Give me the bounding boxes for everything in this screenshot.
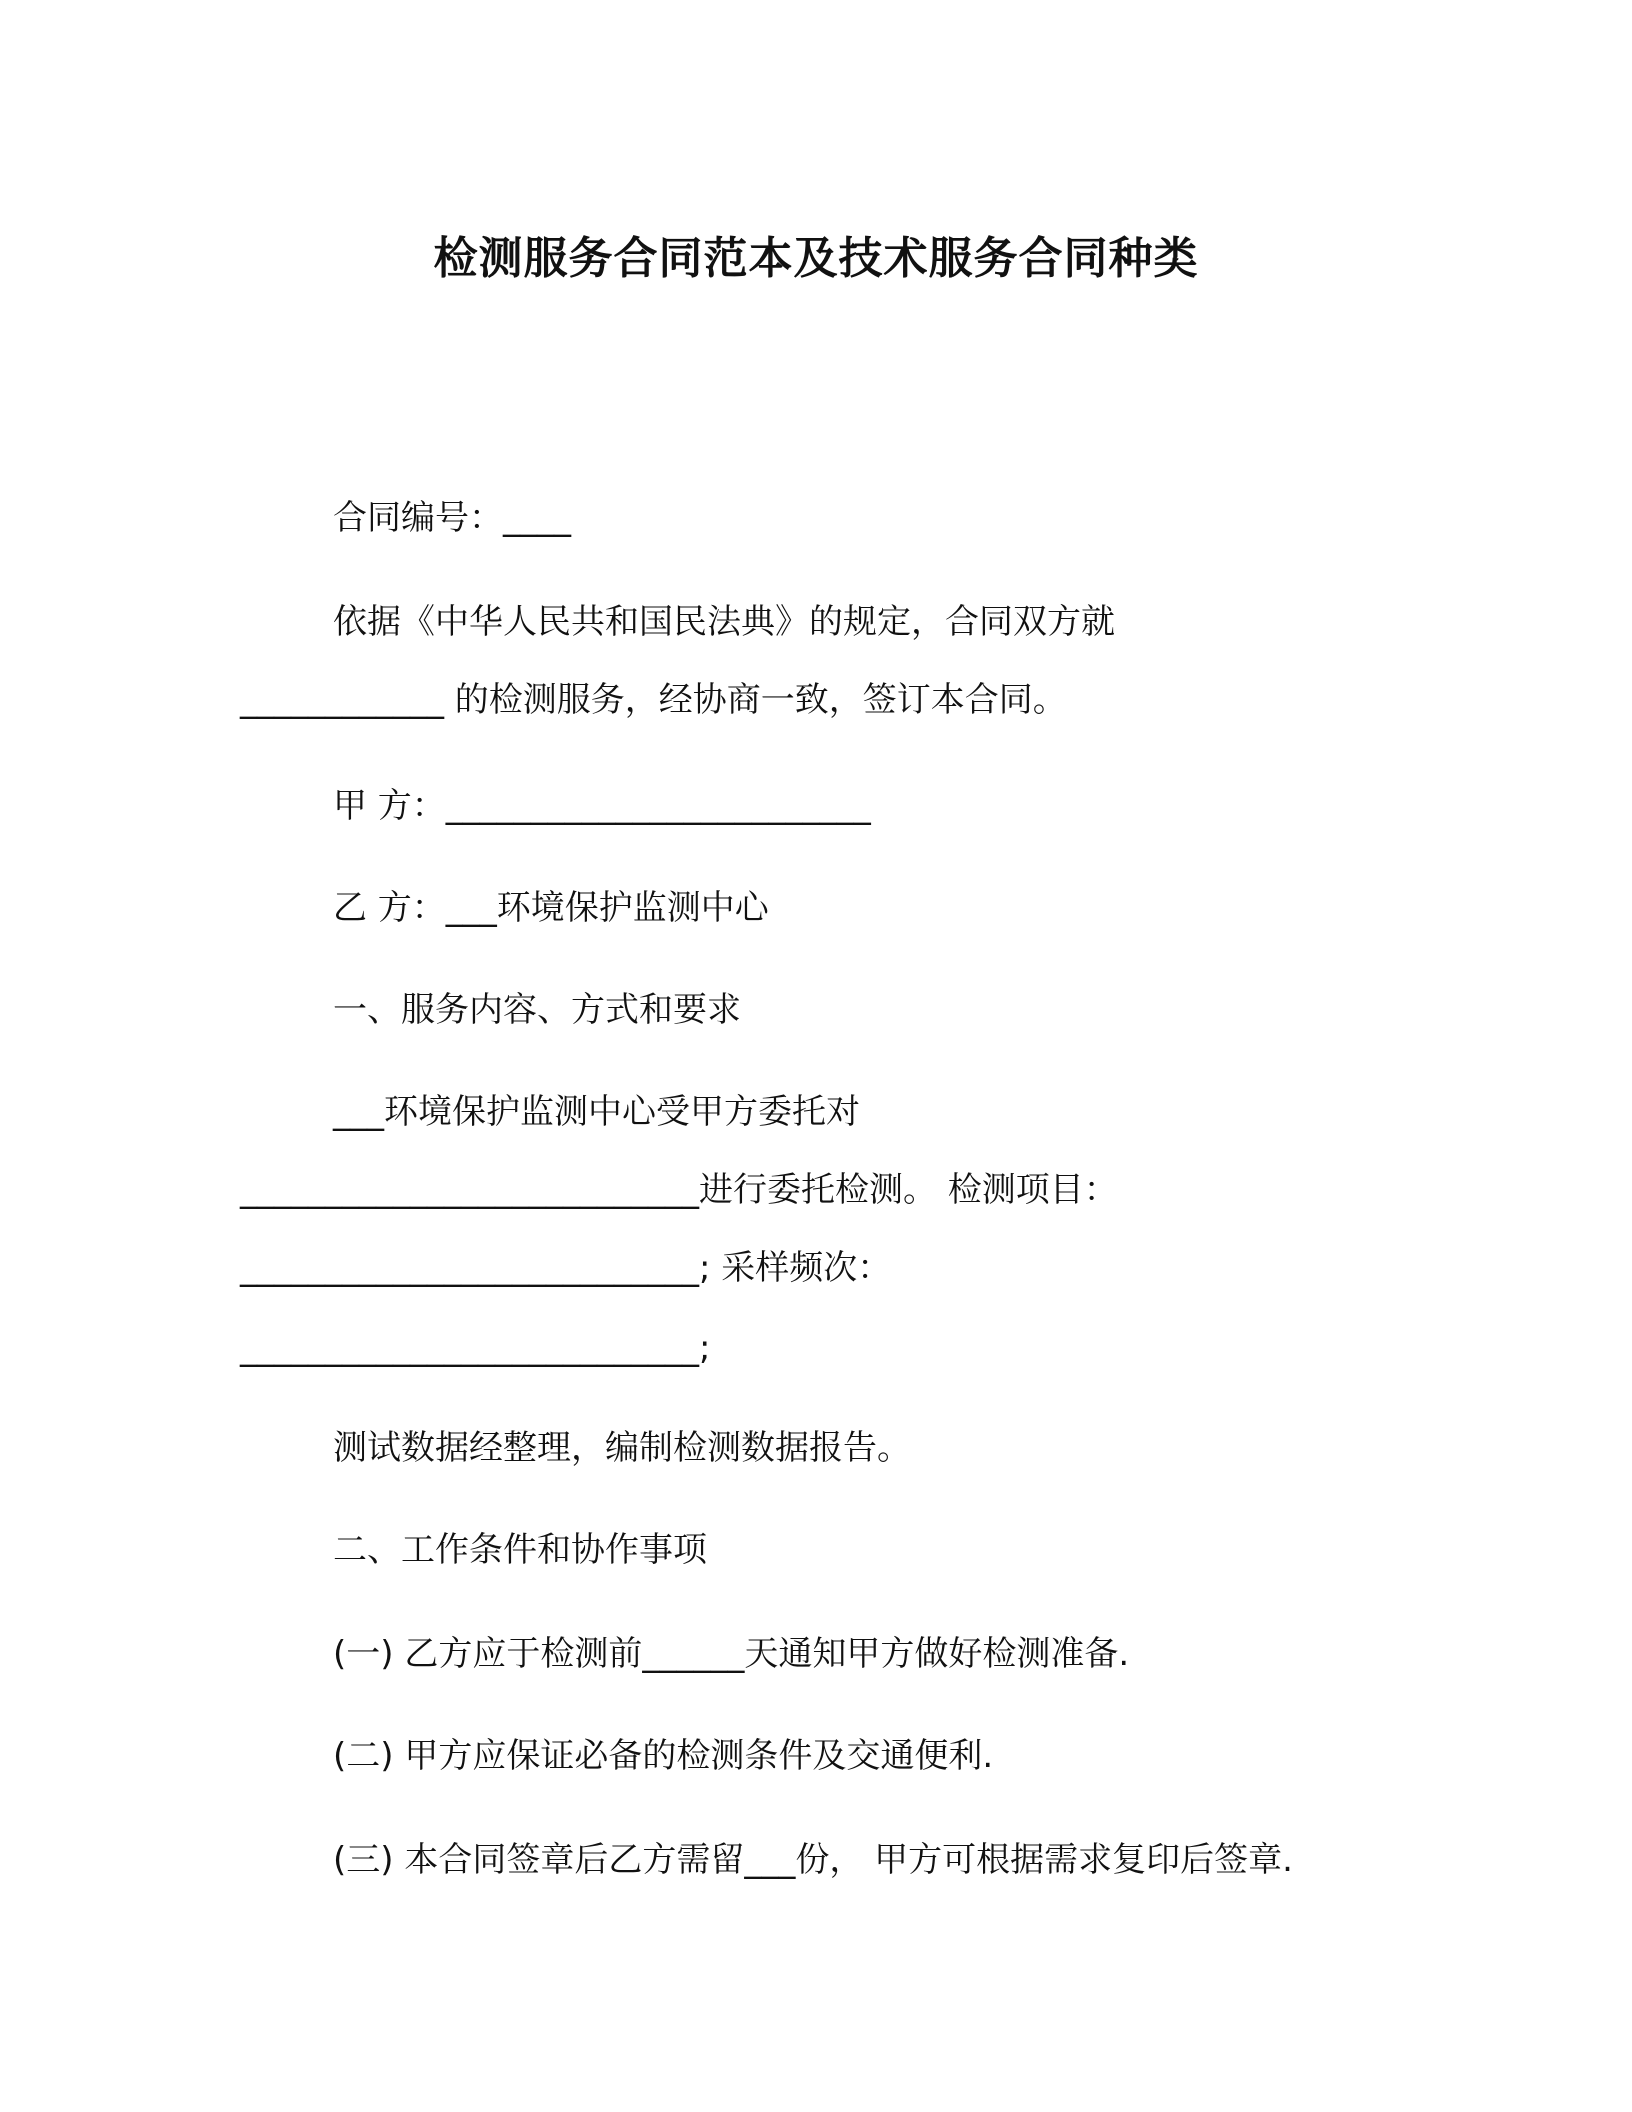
- clause-2-line: (二) 甲方应保证必备的检测条件及交通便利.: [333, 1736, 994, 1776]
- sampling-frequency-line: ___________________________; 采样频次：: [240, 1248, 892, 1288]
- party-b-line: 乙 方：___环境保护监测中心: [333, 888, 769, 928]
- service-content-line: ___环境保护监测中心受甲方委托对: [333, 1092, 860, 1132]
- document-title: 检测服务合同范本及技术服务合同种类: [433, 233, 1199, 284]
- party-a-line: 甲 方：_________________________: [333, 786, 871, 826]
- basis-line-continued: ____________ 的检测服务，经协商一致，签订本合同。: [240, 680, 1067, 720]
- data-report-line: 测试数据经整理，编制检测数据报告。: [333, 1428, 911, 1468]
- basis-line: 依据《中华人民共和国民法典》的规定，合同双方就: [333, 602, 1115, 642]
- clause-3-line: (三) 本合同签章后乙方需留___份， 甲方可根据需求复印后签章.: [333, 1840, 1293, 1880]
- blank-line: ___________________________;: [240, 1328, 711, 1368]
- clause-1-line: (一) 乙方应于检测前______天通知甲方做好检测准备.: [333, 1634, 1130, 1674]
- contract-number-line: 合同编号：____: [333, 498, 571, 538]
- section-1-heading: 一、服务内容、方式和要求: [333, 990, 741, 1030]
- test-items-line: ___________________________进行委托检测。 检测项目：: [240, 1170, 1118, 1210]
- section-2-heading: 二、工作条件和协作事项: [333, 1530, 707, 1570]
